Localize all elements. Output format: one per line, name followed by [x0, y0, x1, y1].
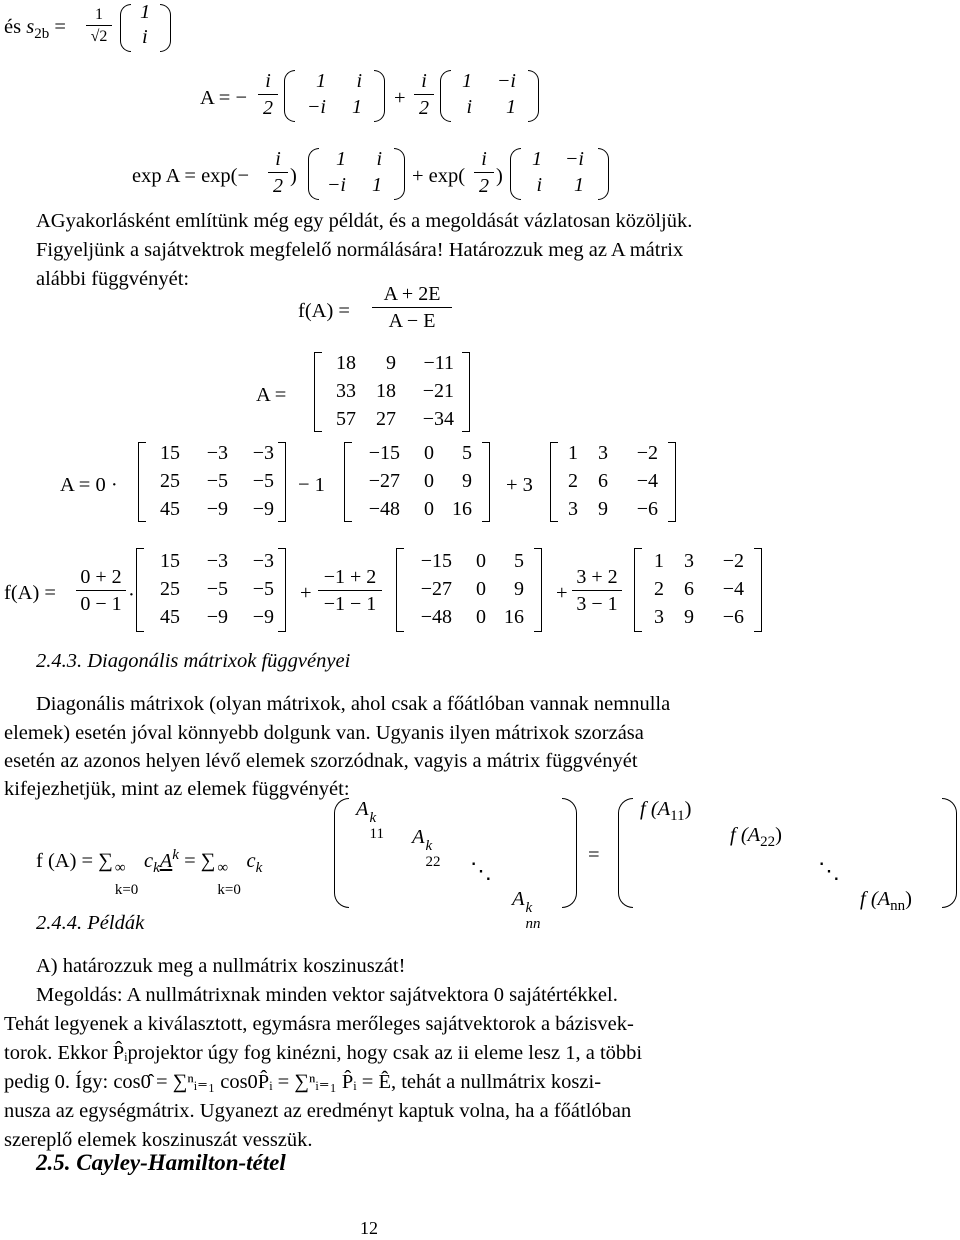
paren-left: [308, 148, 319, 200]
decomp-matrix2: [452, 70, 526, 122]
cell: −27: [420, 578, 452, 600]
Adecomp-op2: + 3: [506, 474, 533, 496]
num: i: [265, 70, 271, 92]
k-sub: k: [255, 859, 263, 876]
para2-line2: elemek) esetén jóval könnyebb dolgunk van. Ugyanis ilyen mátrixok szorzása: [4, 722, 644, 744]
fdecomp-plus2: +: [556, 582, 568, 604]
cell: −6: [722, 606, 744, 628]
paren-right: [374, 70, 385, 122]
plus: +: [394, 87, 406, 109]
den: 2: [273, 175, 283, 197]
cell: −2: [636, 442, 658, 464]
cell: −9: [206, 606, 228, 628]
diag-dots: ⋱: [470, 858, 492, 883]
Adecomp-lhs: A = 0 ·: [60, 474, 118, 496]
Adecomp-matrix1: [150, 442, 280, 522]
fdiag-entry-2: [730, 822, 782, 855]
para3-line7: szereplő elemek koszinuszát vesszük.: [4, 1129, 313, 1151]
series-lhs: [36, 842, 263, 898]
sub: 22: [760, 834, 776, 851]
cell: 1: [654, 550, 664, 572]
para3-line2: Megoldás: A nullmátrixnak minden vektor sajátvektora 0 sajátértékkel.: [36, 984, 618, 1006]
c-symbol: c: [246, 849, 256, 872]
exp-frac1: [268, 148, 288, 197]
section-2-4-3-title: 2.4.3. Diagonális mátrixok függvényei: [36, 650, 351, 672]
fdecomp-matrix2: [408, 550, 538, 630]
cell: 9: [598, 498, 608, 520]
cell: 5: [462, 442, 472, 464]
para2-line3: esetén az azonos helyen lévő elemek szorzódnak, vagyis a mátrix függvényét: [4, 750, 638, 772]
cell: 1: [532, 148, 542, 170]
bracket-right: [754, 548, 762, 632]
cell: −15: [368, 442, 400, 464]
bar: [572, 590, 622, 591]
section-2-5-title: 2.5. Cayley-Hamilton-tétel: [36, 1150, 286, 1175]
cell: −9: [252, 498, 274, 520]
fdecomp-matrix1: [150, 550, 280, 630]
fdecomp-c1: [76, 566, 126, 615]
A: A: [412, 826, 425, 848]
exp-frac2: [474, 148, 494, 197]
bar: [372, 307, 452, 308]
cell: 9: [514, 578, 524, 600]
close: ): [684, 798, 692, 820]
cell: 15: [160, 442, 180, 464]
num: i: [481, 148, 487, 170]
text-es: és: [4, 16, 22, 38]
cell: 1: [316, 70, 326, 92]
sub: nn: [890, 898, 906, 915]
cell: 0: [424, 498, 434, 520]
decomp-lhs: A = −: [200, 87, 248, 109]
series-lhs-text: f (A) = ∑: [36, 849, 113, 872]
equals: =: [54, 16, 66, 38]
cell: 16: [504, 606, 524, 628]
cell: −5: [206, 470, 228, 492]
cell: 15: [160, 550, 180, 572]
cell: −9: [206, 498, 228, 520]
exp-close2: ): [496, 165, 503, 187]
para2-line4: kifejezhetjük, mint az elemek függvényét:: [4, 778, 350, 800]
section-2-4-4-title: 2.4.4. Példák: [36, 912, 145, 934]
bar: [414, 94, 434, 95]
exp-lhs: exp A = exp(−: [132, 165, 250, 187]
bar: [86, 25, 112, 26]
paren-right: [160, 4, 171, 52]
cell: −11: [423, 352, 454, 374]
para3-line4: torok. Ekkor P̂ᵢprojektor úgy fog kinézni, hogy csak az ii eleme lesz 1, a többi: [4, 1042, 643, 1064]
cell: −3: [252, 550, 274, 572]
bracket-right: [668, 442, 676, 522]
cell: 16: [452, 498, 472, 520]
cell: −5: [206, 578, 228, 600]
cell: 5: [514, 550, 524, 572]
cell: 6: [598, 470, 608, 492]
sup: k: [425, 838, 433, 854]
cell: −3: [206, 442, 228, 464]
cell: −48: [420, 606, 452, 628]
bracket-left: [344, 442, 352, 522]
paren-right: [942, 798, 957, 908]
cell: −5: [252, 578, 274, 600]
diag-entry-n: [512, 886, 551, 932]
cell: 2: [568, 470, 578, 492]
bracket-right: [482, 442, 490, 522]
cell: 27: [376, 408, 396, 430]
sub: 11: [670, 808, 685, 825]
para3-line5: pedig 0. Így: cos0̂ = ∑ⁿᵢ₌₁ cos0P̂ᵢ = ∑ⁿᵢ₌₁ P̂ᵢ = Ê, tehát a nullmátrix koszi-: [4, 1071, 602, 1093]
cell: i: [356, 70, 362, 92]
cell: 1: [462, 70, 472, 92]
cell: −5: [252, 470, 274, 492]
cell: −27: [368, 470, 400, 492]
A: A: [356, 798, 369, 820]
fA-lhs: f(A) =: [298, 300, 350, 322]
para1-line3: alábbi függvényét:: [36, 268, 190, 290]
sub: k=0: [217, 881, 241, 898]
eq3: =: [588, 844, 600, 866]
cell: i: [466, 96, 472, 118]
cell: 57: [336, 408, 356, 430]
close: ): [775, 824, 782, 846]
num: i: [421, 70, 427, 92]
cell: −34: [422, 408, 454, 430]
top-line: [4, 14, 66, 47]
cell: 0: [424, 470, 434, 492]
cell: 0: [476, 606, 486, 628]
cell: 2: [654, 578, 664, 600]
diag-entry-2: [412, 824, 447, 870]
cell: 3: [568, 498, 578, 520]
eq2: = ∑: [184, 849, 216, 872]
Adef-matrix: [326, 352, 466, 432]
close: ): [905, 888, 912, 910]
paren-left: [120, 4, 131, 52]
paren-left: [284, 70, 295, 122]
den: 2: [419, 97, 429, 119]
cell: 1: [506, 96, 516, 118]
fdecomp-c3: [572, 566, 622, 615]
cell: −21: [422, 380, 454, 402]
para1-line2: Figyeljünk a sajátvektrok megfelelő normálására! Határozzuk meg az A mátrix: [36, 239, 684, 261]
den: 3 − 1: [576, 593, 618, 615]
sup: ∞: [217, 859, 229, 876]
num: A + 2E: [383, 283, 441, 305]
cell: 9: [386, 352, 396, 374]
cell: i: [536, 174, 542, 196]
cell: 25: [160, 578, 180, 600]
Adecomp-matrix3: [562, 442, 672, 522]
fdecomp-matrix3: [648, 550, 758, 630]
cell: −i: [306, 96, 326, 118]
num: 3 + 2: [576, 566, 618, 588]
paren-left: [440, 70, 451, 122]
den: 0 − 1: [80, 593, 122, 615]
cell: 1: [352, 96, 362, 118]
cell: 0: [424, 442, 434, 464]
bar: [258, 94, 278, 95]
bar: [318, 590, 382, 591]
sup: k: [525, 900, 533, 916]
fdecomp-c2: [318, 566, 382, 615]
cell: 3: [684, 550, 694, 572]
bracket-right: [462, 352, 470, 432]
page-number: 12: [360, 1218, 378, 1238]
bracket-left: [138, 442, 146, 522]
A-symbol: A: [159, 849, 173, 872]
sub: 22: [425, 854, 441, 870]
Adef-lhs: A =: [256, 384, 287, 406]
cell: 6: [684, 578, 694, 600]
cell: −3: [206, 550, 228, 572]
f: f (A: [640, 798, 671, 820]
num: −1 + 2: [323, 566, 377, 588]
den: 2: [263, 97, 273, 119]
cell: 25: [160, 470, 180, 492]
paren-right: [562, 798, 577, 908]
fdecomp-dot: ·: [128, 584, 135, 606]
cell: 33: [336, 380, 356, 402]
sub-2b: 2b: [34, 26, 50, 43]
bar: [474, 172, 494, 173]
f: f (A: [860, 888, 891, 910]
sup: k: [369, 810, 377, 826]
cell: 45: [160, 498, 180, 520]
bracket-left: [550, 442, 558, 522]
decomp-frac1: [258, 70, 278, 119]
diag-entry-1: [356, 796, 391, 842]
num: i: [275, 148, 281, 170]
paren-left: [618, 798, 633, 908]
paren-right: [394, 148, 405, 200]
cell: −48: [368, 498, 400, 520]
cell: 1: [568, 442, 578, 464]
cell: −i: [496, 70, 516, 92]
fdecomp-plus1: +: [300, 582, 312, 604]
fdiag-entry-n: [860, 886, 912, 919]
vec-2: i: [142, 26, 148, 48]
cell: −3: [252, 442, 274, 464]
bracket-right: [534, 548, 542, 632]
k-sup: k: [172, 847, 179, 863]
para2-line1: Diagonális mátrixok (olyan mátrixok, ahol csak a főátlóban vannak nemnulla: [36, 693, 671, 715]
cell: −4: [722, 578, 744, 600]
exp-close1: ): [290, 165, 297, 187]
den: A − E: [388, 310, 436, 332]
sub: nn: [525, 916, 541, 932]
cell: 3: [654, 606, 664, 628]
sub: k=0: [114, 881, 139, 898]
bracket-left: [136, 548, 144, 632]
A: A: [512, 888, 525, 910]
cell: 18: [336, 352, 356, 374]
cell: 18: [376, 380, 396, 402]
f: f (A: [730, 824, 761, 846]
frac-1-sqrt2: [86, 6, 112, 45]
bracket-left: [396, 548, 404, 632]
k-sub: k: [153, 859, 160, 876]
paren-left: [334, 798, 349, 908]
exp-matrix2: [522, 148, 596, 200]
bracket-right: [278, 442, 286, 522]
cell: 0: [476, 578, 486, 600]
exp-matrix1: [322, 148, 396, 200]
den: 2: [479, 175, 489, 197]
fdiag-entry-1: [640, 796, 691, 829]
fdecomp-lhs: f(A) =: [4, 582, 56, 604]
decomp-frac2: [414, 70, 434, 119]
sub: 11: [369, 826, 384, 842]
bar: [268, 172, 288, 173]
cell: −9: [252, 606, 274, 628]
num: 1: [95, 6, 103, 23]
cell: −i: [326, 174, 346, 196]
vec-1: 1: [140, 1, 151, 23]
cell: −i: [564, 148, 584, 170]
bar: [76, 590, 126, 591]
cell: 9: [684, 606, 694, 628]
cell: −6: [636, 498, 658, 520]
para3-line1: A) határozzuk meg a nullmátrix koszinuszát!: [36, 955, 406, 977]
cell: −2: [722, 550, 744, 572]
fdiag-dots: ⋱: [818, 858, 840, 883]
cell: 9: [462, 470, 472, 492]
cell: i: [376, 148, 382, 170]
fA-frac: [372, 283, 452, 332]
paren-left: [510, 148, 521, 200]
cell: −4: [636, 470, 658, 492]
den: −1 − 1: [323, 593, 377, 615]
c-symbol: c: [143, 849, 154, 872]
para3-line6: nusza az egységmátrix. Ugyanezt az eredményt kaptuk volna, ha a főátlóban: [4, 1100, 632, 1122]
exp-mid: + exp(: [412, 165, 466, 187]
Adecomp-matrix2: [356, 442, 486, 522]
symbol-s: s: [26, 16, 35, 38]
paren-right: [598, 148, 609, 200]
para1-line1: AGyakorlásként említünk még egy példát, és a megoldását vázlatosan közöljük.: [36, 210, 693, 232]
cell: 3: [598, 442, 608, 464]
cell: −15: [420, 550, 452, 572]
num: 0 + 2: [80, 566, 122, 588]
cell: 45: [160, 606, 180, 628]
Adecomp-op1: − 1: [298, 474, 325, 496]
cell: 0: [476, 550, 486, 572]
sup: ∞: [114, 859, 126, 876]
para3-line3: Tehát legyenek a kiválasztott, egymásra merőleges sajátvektorok a bázisvek-: [4, 1013, 634, 1035]
bracket-left: [634, 548, 642, 632]
den: √2: [90, 28, 108, 45]
decomp-matrix1: [300, 70, 374, 122]
bracket-left: [314, 352, 322, 432]
bracket-right: [278, 548, 286, 632]
cell: 1: [574, 174, 584, 196]
paren-right: [528, 70, 539, 122]
cell: 1: [372, 174, 382, 196]
cell: 1: [336, 148, 346, 170]
